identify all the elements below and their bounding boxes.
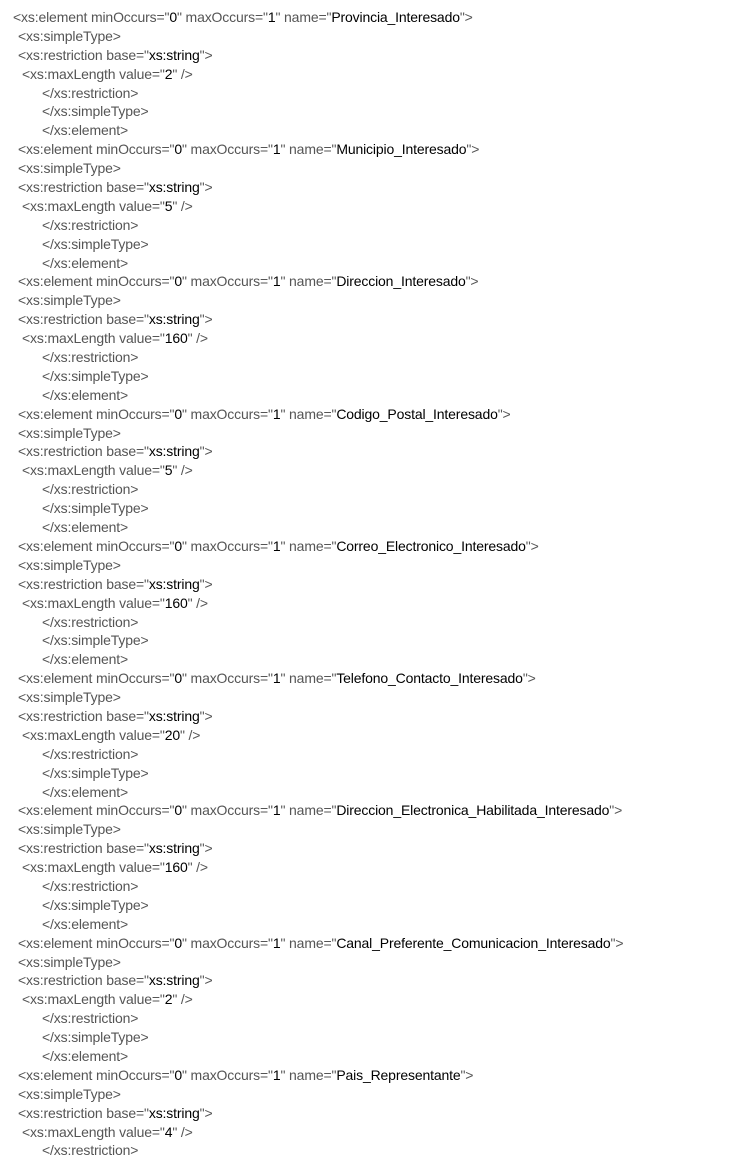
attribute-value: 0 [174, 537, 182, 554]
markup-text: " maxOccurs=" [182, 141, 273, 158]
markup-text: </xs:restriction> [42, 1010, 139, 1027]
markup-text: <xs:simpleType> [18, 292, 121, 309]
attribute-value: 1 [272, 670, 281, 687]
code-line [0, 971, 751, 990]
markup-text: "> [610, 934, 624, 951]
attribute-value: 0 [174, 405, 182, 422]
markup-text: " maxOccurs=" [182, 934, 273, 951]
attribute-value: 0 [174, 934, 182, 951]
code-line [0, 216, 751, 235]
code-line [0, 613, 751, 632]
attribute-value: 20 [164, 726, 180, 743]
attribute-value: 4 [164, 1123, 173, 1140]
code-line [0, 915, 751, 934]
markup-text: " name=" [280, 537, 337, 554]
markup-text: </xs:element> [42, 915, 128, 932]
attribute-value: 0 [169, 9, 177, 25]
markup-text: " /> [187, 594, 208, 611]
attribute-value: 0 [174, 273, 182, 290]
attribute-value: 1 [272, 934, 281, 951]
attribute-value: Canal_Preferente_Comunicacion_Interesado [336, 934, 611, 951]
code-line [0, 707, 751, 726]
markup-text: </xs:element> [42, 651, 128, 668]
attribute-value: 1 [267, 9, 276, 25]
markup-text: <xs:restriction base=" [18, 972, 149, 989]
code-line [0, 1141, 751, 1160]
markup-text: " /> [172, 1123, 193, 1140]
code-line [0, 1047, 751, 1066]
attribute-value: 2 [164, 65, 173, 82]
code-line [0, 102, 751, 121]
attribute-value: Municipio_Interesado [336, 141, 467, 158]
markup-text: "> [199, 1104, 213, 1121]
markup-text: </xs:simpleType> [42, 367, 149, 384]
markup-text: <xs:element minOccurs=" [18, 1066, 175, 1083]
markup-text: <xs:simpleType> [18, 953, 121, 970]
attribute-value: xs:string [148, 311, 200, 328]
code-line [0, 594, 751, 613]
markup-text: <xs:simpleType> [18, 160, 121, 177]
attribute-value: xs:string [148, 972, 200, 989]
markup-text: <xs:simpleType> [18, 1085, 121, 1102]
attribute-value: xs:string [148, 707, 200, 724]
attribute-value: xs:string [148, 179, 200, 196]
code-line [0, 518, 751, 537]
attribute-value: 5 [164, 462, 173, 479]
code-line [0, 386, 751, 405]
attribute-value: xs:string [148, 1104, 200, 1121]
attribute-value: xs:string [148, 46, 200, 63]
markup-text: <xs:simpleType> [18, 556, 121, 573]
attribute-value: Direccion_Interesado [336, 273, 466, 290]
markup-text: <xs:maxLength value=" [22, 65, 165, 82]
markup-text: <xs:element minOccurs=" [18, 537, 175, 554]
markup-text: <xs:element minOccurs=" [18, 802, 175, 819]
code-line [0, 1066, 751, 1085]
attribute-value: 160 [164, 330, 188, 347]
markup-text: " /> [179, 726, 201, 743]
code-line [0, 310, 751, 329]
markup-text: <xs:element minOccurs=" [18, 670, 175, 687]
code-line [0, 329, 751, 348]
attribute-value: 160 [164, 594, 188, 611]
markup-text: </xs:simpleType> [42, 235, 149, 252]
markup-text: <xs:maxLength value=" [22, 859, 165, 876]
markup-text: "> [199, 707, 213, 724]
code-line [0, 140, 751, 159]
attribute-value: 0 [174, 1066, 182, 1083]
code-line [0, 27, 751, 46]
markup-text: "> [609, 802, 623, 819]
markup-text: </xs:simpleType> [42, 896, 149, 913]
code-line [0, 197, 751, 216]
markup-text: " maxOccurs=" [182, 537, 273, 554]
markup-text: </xs:restriction> [42, 216, 139, 233]
markup-text: <xs:restriction base=" [18, 443, 149, 460]
code-line [0, 272, 751, 291]
code-line [0, 235, 751, 254]
attribute-value: 160 [164, 859, 188, 876]
markup-text: " maxOccurs=" [182, 802, 273, 819]
markup-text: " name=" [280, 273, 337, 290]
code-line [0, 631, 751, 650]
attribute-value: Direccion_Electronica_Habilitada_Interesado [336, 802, 610, 819]
attribute-value: 1 [272, 141, 281, 158]
markup-text: "> [199, 840, 213, 857]
markup-text: <xs:restriction base=" [18, 179, 149, 196]
attribute-value: xs:string [148, 840, 200, 857]
markup-text: <xs:maxLength value=" [22, 991, 165, 1008]
markup-text: </xs:restriction> [42, 84, 139, 101]
attribute-value: Codigo_Postal_Interesado [336, 405, 498, 422]
attribute-value: xs:string [148, 443, 200, 460]
code-line [0, 650, 751, 669]
markup-text: <xs:maxLength value=" [22, 330, 165, 347]
code-line [0, 839, 751, 858]
markup-text: </xs:restriction> [42, 481, 139, 498]
markup-text: " maxOccurs=" [182, 405, 273, 422]
code-line [0, 442, 751, 461]
code-line [0, 291, 751, 310]
markup-text: </xs:simpleType> [42, 764, 149, 781]
code-line [0, 254, 751, 273]
markup-text: " /> [187, 859, 208, 876]
code-line [0, 84, 751, 103]
markup-text: "> [497, 405, 511, 422]
markup-text: </xs:element> [42, 783, 128, 800]
markup-text: </xs:restriction> [42, 745, 139, 762]
markup-text: </xs:element> [42, 519, 128, 536]
code-line [0, 537, 751, 556]
code-line [0, 688, 751, 707]
markup-text: </xs:simpleType> [42, 1029, 149, 1046]
code-line [0, 424, 751, 443]
code-line [0, 990, 751, 1009]
code-line [0, 1104, 751, 1123]
markup-text: " maxOccurs=" [182, 273, 273, 290]
markup-text: </xs:element> [42, 1047, 128, 1064]
markup-text: <xs:maxLength value=" [22, 1123, 165, 1140]
code-line [0, 46, 751, 65]
attribute-value: 0 [174, 141, 182, 158]
attribute-value: Correo_Electronico_Interesado [336, 537, 526, 554]
code-line [0, 953, 751, 972]
markup-text: </xs:simpleType> [42, 632, 149, 649]
markup-text: " name=" [280, 141, 337, 158]
markup-text: "> [466, 141, 480, 158]
code-line [0, 348, 751, 367]
markup-text: <xs:simpleType> [18, 424, 121, 441]
markup-text: <xs:simpleType> [18, 27, 121, 44]
markup-text: " maxOccurs=" [182, 1066, 273, 1083]
code-line [0, 1009, 751, 1028]
markup-text: "> [525, 537, 539, 554]
markup-text: </xs:element> [42, 254, 128, 271]
code-line [0, 575, 751, 594]
markup-text: "> [459, 9, 473, 25]
attribute-value: 1 [272, 537, 281, 554]
markup-text: "> [460, 1066, 474, 1083]
attribute-value: Pais_Representante [336, 1066, 461, 1083]
attribute-value: Telefono_Contacto_Interesado [336, 670, 523, 687]
code-line [0, 877, 751, 896]
markup-text: <xs:restriction base=" [18, 46, 149, 63]
attribute-value: 0 [174, 670, 182, 687]
markup-text: " name=" [280, 405, 337, 422]
markup-text: "> [199, 311, 213, 328]
markup-text: " maxOccurs=" [182, 670, 273, 687]
code-line [0, 858, 751, 877]
markup-text: </xs:restriction> [42, 877, 139, 894]
markup-text: " /> [172, 991, 193, 1008]
code-line [0, 367, 751, 386]
markup-text: "> [199, 179, 213, 196]
attribute-value: 1 [272, 405, 281, 422]
attribute-value: 1 [272, 802, 281, 819]
markup-text: " name=" [280, 934, 337, 951]
markup-text: "> [199, 46, 213, 63]
markup-text: "> [199, 443, 213, 460]
attribute-value: Provincia_Interesado [331, 9, 460, 25]
markup-text: " /> [172, 65, 193, 82]
markup-text: </xs:element> [42, 386, 128, 403]
markup-text: <xs:element minOccurs=" [18, 405, 175, 422]
markup-text: <xs:restriction base=" [18, 707, 149, 724]
markup-text: "> [199, 575, 213, 592]
markup-text: <xs:element minOccurs=" [18, 934, 175, 951]
code-line [0, 934, 751, 953]
code-line [0, 764, 751, 783]
markup-text: <xs:element minOccurs=" [18, 141, 175, 158]
markup-text: <xs:simpleType> [18, 821, 121, 838]
attribute-value: xs:string [148, 575, 200, 592]
code-line [0, 669, 751, 688]
xsd-code-listing [0, 8, 751, 1160]
markup-text: </xs:restriction> [42, 349, 139, 366]
attribute-value: 0 [174, 802, 182, 819]
markup-text: "> [465, 273, 479, 290]
markup-text: " /> [187, 330, 208, 347]
markup-text: </xs:element> [42, 122, 128, 139]
markup-text: <xs:restriction base=" [18, 1104, 149, 1121]
markup-text: " name=" [275, 9, 332, 25]
code-line [0, 801, 751, 820]
markup-text: <xs:restriction base=" [18, 840, 149, 857]
markup-text: </xs:restriction> [42, 1142, 139, 1159]
markup-text: <xs:simpleType> [18, 689, 121, 706]
code-line [0, 1123, 751, 1142]
attribute-value: 2 [164, 991, 173, 1008]
code-line [0, 783, 751, 802]
code-line [0, 896, 751, 915]
markup-text: </xs:simpleType> [42, 500, 149, 517]
code-line [0, 1085, 751, 1104]
markup-text: <xs:restriction base=" [18, 575, 149, 592]
code-line [0, 159, 751, 178]
markup-text: <xs:element minOccurs=" [18, 273, 175, 290]
markup-text: " name=" [280, 670, 337, 687]
markup-text: "> [199, 972, 213, 989]
code-line [0, 726, 751, 745]
code-line [0, 820, 751, 839]
markup-text: " maxOccurs=" [177, 9, 268, 25]
markup-text: </xs:simpleType> [42, 103, 149, 120]
markup-text: <xs:maxLength value=" [22, 197, 165, 214]
attribute-value: 1 [272, 273, 281, 290]
markup-text: </xs:restriction> [42, 613, 139, 630]
markup-text: <xs:maxLength value=" [22, 462, 165, 479]
code-line [0, 178, 751, 197]
markup-text: "> [522, 670, 536, 687]
code-line [0, 499, 751, 518]
markup-text: <xs:element minOccurs=" [13, 9, 170, 25]
markup-text: " name=" [280, 802, 337, 819]
code-line [0, 1028, 751, 1047]
code-line [0, 745, 751, 764]
markup-text: <xs:maxLength value=" [22, 594, 165, 611]
markup-text: " name=" [280, 1066, 337, 1083]
code-line [0, 121, 751, 140]
code-line [0, 461, 751, 480]
code-line [0, 480, 751, 499]
code-line [0, 556, 751, 575]
markup-text: <xs:maxLength value=" [22, 726, 165, 743]
attribute-value: 5 [164, 197, 173, 214]
code-line [0, 8, 751, 27]
markup-text: " /> [172, 462, 193, 479]
markup-text: <xs:restriction base=" [18, 311, 149, 328]
code-line [0, 405, 751, 424]
attribute-value: 1 [272, 1066, 281, 1083]
markup-text: " /> [172, 197, 193, 214]
code-line [0, 65, 751, 84]
